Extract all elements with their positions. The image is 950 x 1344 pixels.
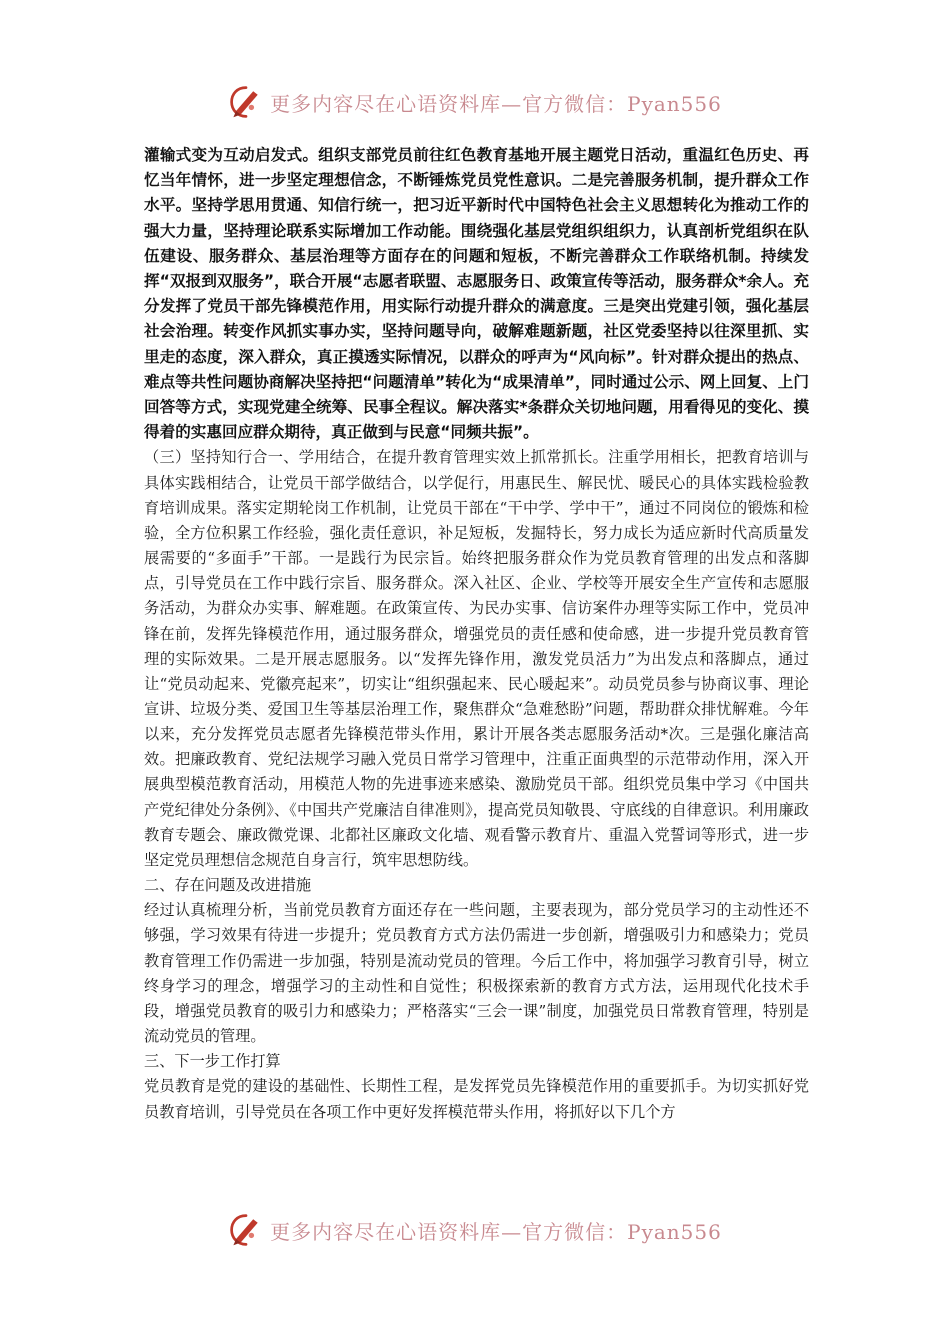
pen-logo-icon	[228, 84, 264, 120]
pen-logo-icon	[228, 1212, 264, 1248]
section-three-paragraph: （三）坚持知行合一、学用结合，在提升教育管理实效上抓常抓长。注重学用相长，把教育培训与具体实践相结合，让党员干部学做结合，以学促行，用惠民生、解民忧、暖民心的具体实践检验教育培训成果。落实定期轮岗工作机制，让党员干部在“干中学、学中干”，通过不同岗位的锻炼和检验，全方位积累工作经验，强化责任意识，补足短板，发掘特长，努力成长为适应新时代高质量发展需要的“多面手”干部。一是践行为民宗旨。始终把服务群众作为党员教育管理的出发点和落脚点，引导党员在工作中践行宗旨、服务群众。深入社区、企业、学校等开展安全生产宣传和志愿服务活动，为群众办实事、解难题。在政策宣传、为民办实事、信访案件办理等实际工作中，党员冲锋在前，发挥先锋模范作用，通过服务群众，增强党员的责任感和使命感，进一步提升党员教育管理的实际效果。二是开展志愿服务。以“发挥先锋作用，激发党员活力”为出发点和落脚点，通过让“党员动起来、党徽亮起来”，切实让“组织强起来、民心暖起来”。动员党员参与协商议事、理论宣讲、垃圾分类、爱国卫生等基层治理工作，聚焦群众“急难愁盼”问题，帮助群众排忧解难。今年以来，充分发挥党员志愿者先锋模范带头作用，累计开展各类志愿服务活动*次。三是强化廉洁高效。把廉政教育、党纪法规学习融入党员日常学习管理中，注重正面典型的示范带动作用，深入开展典型模范教育活动，用模范人物的先进事迹来感染、激励党员干部。组织党员集中学习《中国共产党纪律处分条例》、《中国共产党廉洁自律准则》，提高党员知敬畏、守底线的自律意识。利用廉政教育专题会、廉政微党课、北都社区廉政文化墙、观看警示教育片、重温入党誓词等形式，进一步坚定党员理想信念规范自身言行，筑牢思想防线。	[144, 448, 809, 869]
section-heading-next-steps: 三、下一步工作打算	[144, 1052, 281, 1071]
bold-paragraph: 灌输式变为互动启发式。组织支部党员前往红色教育基地开展主题党日活动，重温红色历史、再忆当年情怀，进一步坚定理想信念，不断锤炼党员党性意识。二是完善服务机制，提升群众工作水平。坚持学思用贯通、知信行统一，把习近平新时代中国特色社会主义思想转化为推动工作的强大力量，坚持理论联系实际增加工作动能。围绕强化基层党组织组织力，认真剖析党组织在队伍建设、服务群众、基层治理等方面存在的问题和短板，不断完善群众工作联络机制。持续发挥“双报到双服务”，联合开展“志愿者联盟、志愿服务日、政策宣传等活动，服务群众*余人。充分发挥了党员干部先锋模范作用，用实际行动提升群众的满意度。三是突出党建引领，强化基层社会治理。转变作风抓实事办实，坚持问题导向，破解难题新题，社区党委坚持以往深里抓、实里走的态度，深入群众，真正摸透实际情况，以群众的呼声为“风向标”。针对群众提出的热点、难点等共性问题协商解决坚持把“问题清单”转化为“成果清单”，同时通过公示、网上回复、上门回答等方式，实现党建全统筹、民事全程议。解决落实*条群众关切地问题，用看得见的变化、摸得着的实惠回应群众期待，真正做到与民意“同频共振”。	[144, 146, 809, 442]
issues-paragraph: 经过认真梳理分析，当前党员教育方面还存在一些问题，主要表现为，部分党员学习的主动性还不够强，学习效果有待进一步提升；党员教育方式方法仍需进一步创新，增强吸引力和感染力；党员教育管理工作仍需进一步加强，特别是流动党员的管理。今后工作中，将加强学习教育引导，树立终身学习的理念，增强学习的主动性和自觉性；积极探索新的教育方式方法，运用现代化技术手段，增强党员教育的吸引力和感染力；严格落实“三会一课”制度，加强党员日常教育管理，特别是流动党员的管理。	[144, 901, 809, 1046]
watermark-text: 更多内容尽在心语资料库—官方微信：Pyan556	[270, 91, 722, 116]
footer-watermark	[0, 1210, 950, 1250]
header-watermark	[0, 82, 950, 122]
section-heading-issues: 二、存在问题及改进措施	[144, 876, 312, 895]
watermark-text: 更多内容尽在心语资料库—官方微信：Pyan556	[270, 1219, 722, 1244]
document-body	[144, 143, 809, 1125]
next-steps-paragraph: 党员教育是党的建设的基础性、长期性工程，是发挥党员先锋模范作用的重要抓手。为切实抓好党员教育培训，引导党员在各项工作中更好发挥模范带头作用，将抓好以下几个方	[144, 1077, 809, 1121]
